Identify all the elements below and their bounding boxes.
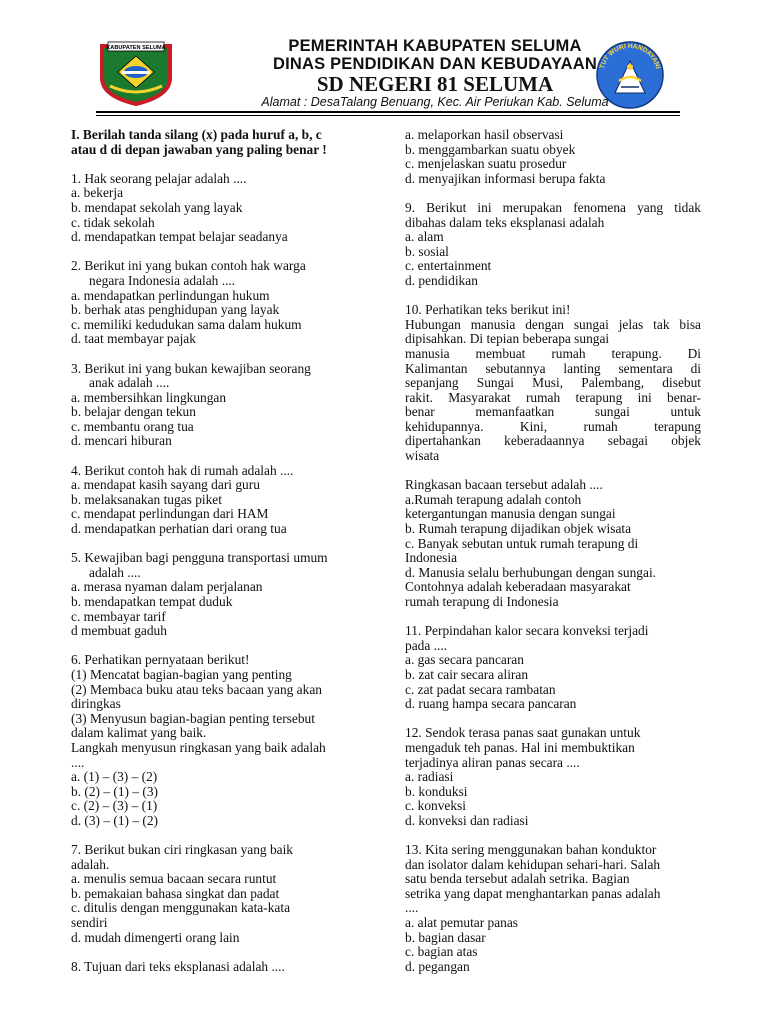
- text-line: I. Berilah tanda silang (x) pada huruf a, b, c: [71, 127, 322, 142]
- blank-line: [405, 712, 701, 727]
- text-line: c. mendapat perlindungan dari HAM: [71, 506, 269, 522]
- blank-line: [405, 464, 701, 479]
- blank-line: [71, 829, 371, 844]
- school-address: Alamat : DesaTalang Benuang, Kec. Air Periukan Kab. Seluma: [261, 95, 609, 109]
- header-rule-thin: [96, 115, 680, 116]
- text-line: Kalimantan sebutannya lanting sementara di: [405, 360, 701, 376]
- text-line: 2. Berikut ini yang bukan contoh hak warga: [71, 258, 306, 274]
- blank-line: [71, 537, 371, 552]
- text-line: b. berhak atas penghidupan yang layak: [71, 302, 280, 318]
- right-column: [405, 128, 701, 974]
- logo-right-text: TUT WURI HANDAYANI: [598, 42, 662, 70]
- text-line: c. zat padat secara rambatan: [405, 681, 556, 697]
- text-line: kehidupannya. Kini, rumah terapung: [405, 418, 701, 434]
- text-line: a. radiasi: [405, 769, 454, 785]
- text-line: 5. Kewajiban bagi pengguna transportasi umum: [71, 550, 328, 566]
- text-line: ketergantungan manusia dengan sungai: [405, 506, 616, 522]
- text-line: dipertahankan keberadaannya sebagai objek: [405, 433, 701, 449]
- text-line: b. mendapatkan tempat duduk: [71, 594, 233, 609]
- text-line: c. ditulis dengan menggunakan kata-kata: [71, 900, 291, 916]
- text-line: 7. Berikut bukan ciri ringkasan yang baik: [71, 842, 294, 858]
- school-name: SD NEGERI 81 SELUMA: [316, 72, 554, 96]
- text-line: b. (2) – (1) – (3): [71, 783, 159, 799]
- blank-line: [405, 289, 701, 304]
- text-line: 8. Tujuan dari teks eksplanasi adalah ....: [71, 958, 285, 974]
- blank-line: [71, 449, 371, 464]
- text-line: d. pegangan: [405, 958, 470, 974]
- text-line: (1) Mencatat bagian-bagian yang penting: [71, 666, 292, 682]
- text-line: wisata: [405, 448, 440, 464]
- text-line: b. sosial: [405, 243, 449, 259]
- text-line: d. mencari hiburan: [71, 433, 172, 449]
- blank-line: [71, 945, 371, 960]
- blank-line: [71, 347, 371, 362]
- text-line: Hubungan manusia dengan sungai jelas tak bisa: [405, 316, 701, 332]
- text-line: c. membantu orang tua: [71, 418, 194, 434]
- text-line: a. bekerja: [71, 185, 124, 201]
- text-line: dalam kalimat yang baik.: [71, 725, 207, 741]
- text-line: 1. Hak seorang pelajar adalah ....: [71, 170, 247, 186]
- text-line: terjadinya aliran panas secara ....: [405, 754, 580, 770]
- government-title: PEMERINTAH KABUPATEN SELUMA: [288, 37, 582, 55]
- text-line: a. (1) – (3) – (2): [71, 769, 158, 785]
- text-line: rakit. Masyarakat rumah terapung ini benar-: [405, 389, 701, 405]
- text-line: 6. Perhatikan pernyataan berikut!: [71, 652, 250, 668]
- text-line: d. menyajikan informasi berupa fakta: [405, 170, 606, 186]
- text-line: a. membersihkan lingkungan: [71, 389, 227, 405]
- text-line: anak adalah ....: [89, 375, 170, 391]
- text-line: Indonesia: [405, 550, 458, 566]
- logo-left-text: KABUPATEN SELUMA: [106, 45, 166, 51]
- left-column: [71, 128, 371, 974]
- text-line: (2) Membaca buku atau teks bacaan yang akan: [71, 681, 322, 697]
- text-line: b. bagian dasar: [405, 929, 486, 945]
- text-line: d. mendapatkan tempat belajar seadanya: [71, 229, 288, 245]
- text-line: d. mudah dimengerti orang lain: [71, 929, 240, 945]
- text-line: d. ruang hampa secara pancaran: [405, 696, 577, 712]
- text-line: sendiri: [71, 915, 108, 931]
- text-line: adalah ....: [89, 564, 141, 580]
- text-line: c. membayar tarif: [71, 608, 166, 624]
- text-line: b. mendapat sekolah yang layak: [71, 199, 243, 215]
- text-line: 10. Perhatikan teks berikut ini!: [405, 302, 571, 318]
- text-line: d. Manusia selalu berhubungan dengan sungai.: [405, 564, 657, 580]
- text-line: d. pendidikan: [405, 272, 478, 288]
- text-line: rumah terapung di Indonesia: [405, 594, 559, 609]
- text-line: 3. Berikut ini yang bukan kewajiban seorang: [71, 360, 311, 376]
- text-line: a. mendapatkan perlindungan hukum: [71, 287, 270, 303]
- text-line: Ringkasan bacaan tersebut adalah ....: [405, 477, 603, 493]
- text-line: ....: [71, 754, 85, 770]
- text-line: 12. Sendok terasa panas saat gunakan untuk: [405, 725, 641, 741]
- text-line: c. bagian atas: [405, 944, 478, 960]
- text-line: negara Indonesia adalah ....: [89, 272, 236, 288]
- text-line: dipisahkan. Di tepian beberapa sungai: [405, 331, 610, 347]
- blank-line: [405, 610, 701, 625]
- text-line: dan isolator dalam kehidupan sehari-hari. Salah: [405, 856, 661, 872]
- text-line: 9. Berikut ini merupakan fenomena yang tidak: [405, 199, 701, 215]
- text-line: setrika yang dapat menghantarkan panas adalah: [405, 885, 661, 901]
- text-line: a. menulis semua bacaan secara runtut: [71, 871, 277, 887]
- text-line: b. menggambarkan suatu obyek: [405, 141, 576, 157]
- text-line: c. konveksi: [405, 798, 466, 814]
- text-line: d membuat gaduh: [71, 623, 167, 639]
- text-line: d. mendapatkan perhatian dari orang tua: [71, 521, 287, 537]
- blank-line: [71, 157, 371, 172]
- text-line: manusia membuat rumah terapung. Di: [405, 345, 701, 361]
- text-line: d. konveksi dan radiasi: [405, 812, 529, 828]
- text-line: ....: [405, 900, 419, 916]
- text-line: b. belajar dengan tekun: [71, 404, 196, 420]
- text-line: (3) Menyusun bagian-bagian penting tersebut: [71, 710, 315, 726]
- blank-line: [405, 186, 701, 201]
- text-line: d. taat membayar pajak: [71, 331, 196, 347]
- text-line: c. entertainment: [405, 258, 492, 274]
- text-line: a. gas secara pancaran: [405, 652, 524, 668]
- text-line: 11. Perpindahan kalor secara konveksi terjadi: [405, 623, 649, 639]
- text-line: atau d di depan jawaban yang paling benar !: [71, 141, 327, 157]
- text-line: dibahas dalam teks eksplanasi adalah: [405, 214, 605, 230]
- blank-line: [71, 245, 371, 260]
- text-line: sepanjang Sungai Musi, Palembang, disebut: [405, 375, 701, 391]
- text-line: diringkas: [71, 696, 121, 712]
- text-line: Langkah menyusun ringkasan yang baik adalah: [71, 739, 326, 755]
- text-line: a. alat pemutar panas: [405, 915, 519, 931]
- text-line: benar memanfaatkan sungai untuk: [405, 404, 701, 420]
- text-line: a.Rumah terapung adalah contoh: [405, 491, 582, 507]
- text-line: c. Banyak sebutan untuk rumah terapung di: [405, 535, 639, 551]
- text-line: b. Rumah terapung dijadikan objek wisata: [405, 521, 632, 537]
- blank-line: [71, 639, 371, 654]
- text-line: c. (2) – (3) – (1): [71, 798, 158, 814]
- text-line: mengaduk teh panas. Hal ini membuktikan: [405, 739, 635, 755]
- department-title: DINAS PENDIDIKAN DAN KEBUDAYAAN: [272, 55, 598, 73]
- text-line: a. alam: [405, 229, 444, 245]
- text-line: pada ....: [405, 637, 448, 653]
- text-line: c. menjelaskan suatu prosedur: [405, 156, 567, 172]
- text-line: b. konduksi: [405, 783, 468, 799]
- text-line: c. tidak sekolah: [71, 214, 155, 230]
- text-line: 4. Berikut contoh hak di rumah adalah ....: [71, 462, 294, 478]
- header-rule-thick: [96, 111, 680, 113]
- text-line: b. zat cair secara aliran: [405, 666, 529, 682]
- text-line: d. (3) – (1) – (2): [71, 812, 159, 828]
- blank-line: [405, 829, 701, 844]
- text-line: 13. Kita sering menggunakan bahan konduktor: [405, 842, 657, 858]
- text-line: c. memiliki kedudukan sama dalam hukum: [71, 316, 302, 332]
- text-line: b. pemakaian bahasa singkat dan padat: [71, 885, 280, 901]
- text-line: Contohnya adalah keberadaan masyarakat: [405, 579, 631, 595]
- text-line: adalah.: [71, 856, 110, 872]
- text-line: b. melaksanakan tugas piket: [71, 491, 222, 507]
- text-line: a. mendapat kasih sayang dari guru: [71, 477, 260, 493]
- text-line: a. merasa nyaman dalam perjalanan: [71, 579, 263, 595]
- text-line: a. melaporkan hasil observasi: [405, 127, 564, 142]
- letterhead: [0, 0, 768, 118]
- text-line: satu benda tersebut adalah setrika. Bagian: [405, 871, 630, 887]
